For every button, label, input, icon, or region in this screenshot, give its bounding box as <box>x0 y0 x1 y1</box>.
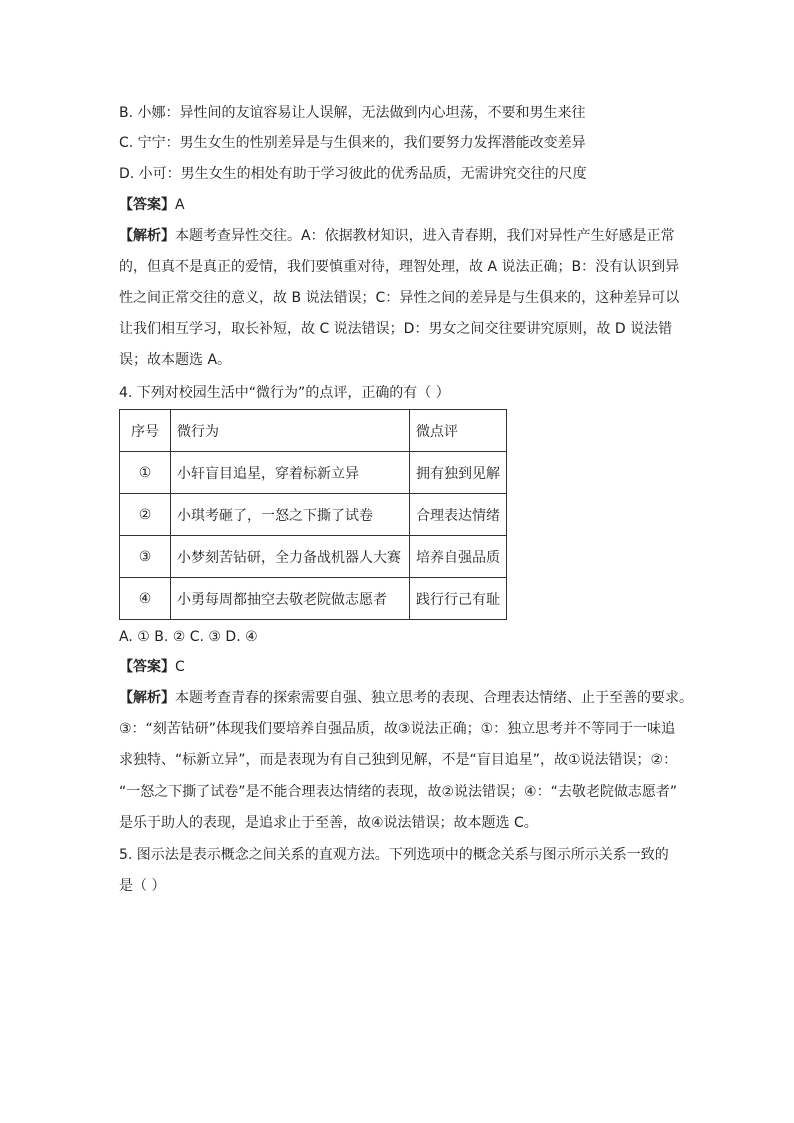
q3-option-b: B. 小娜：异性间的友谊容易让人误解，无法做到内心坦荡，不要和男生来往 <box>119 105 586 121</box>
row-behavior: 小梦刻苦钻研，全力备战机器人大赛 <box>171 536 410 578</box>
q4-analysis-line-5: 是乐于助人的表现，是追求止于至善，故④说法错误；故本题选 C。 <box>119 815 538 831</box>
row-behavior: 小勇每周都抽空去敬老院做志愿者 <box>171 578 410 620</box>
header-index: 序号 <box>120 410 171 452</box>
row-index: ① <box>120 452 171 494</box>
row-comment: 拥有独到见解 <box>410 452 507 494</box>
table-header-row <box>120 410 507 452</box>
q3-option-c: C. 宁宁：男生女生的性别差异是与生俱来的，我们要努力发挥潜能改变差异 <box>119 135 586 151</box>
analysis-label: 【解析】 <box>119 690 175 706</box>
row-comment: 践行行己有耻 <box>410 578 507 620</box>
answer-value: A <box>175 197 185 213</box>
table-row <box>120 536 507 578</box>
q3-answer <box>119 195 185 215</box>
analysis-text: 本题考查异性交往。A：依据教材知识，进入青春期，我们对异性产生好感是正常 <box>175 228 675 244</box>
q3-analysis-line-4: 让我们相互学习，取长补短，故 C 说法错误；D：男女之间交往要讲究原则，故 D 说法错 <box>119 321 673 337</box>
row-index: ③ <box>120 536 171 578</box>
table-row <box>120 578 507 620</box>
q4-analysis-line-3: 求独特、“标新立异”，而是表现为有自己独到见解，不是“盲目追星”，故①说法错误；②： <box>119 752 678 768</box>
q5-stem-line-2: 是（ ） <box>119 878 166 894</box>
q3-analysis-line-1 <box>119 226 675 246</box>
row-behavior: 小琪考砸了，一怒之下撕了试卷 <box>171 494 410 536</box>
q4-choices: A. ① B. ② C. ③ D. ④ <box>119 629 258 645</box>
q4-analysis-line-4: “一怒之下撕了试卷”是不能合理表达情绪的表现，故②说法错误；④：“去敬老院做志愿者” <box>119 784 678 800</box>
answer-label: 【答案】 <box>119 197 175 213</box>
header-comment: 微点评 <box>410 410 507 452</box>
table-row <box>120 494 507 536</box>
q4-table <box>119 409 507 620</box>
q3-option-d: D. 小可：男生女生的相处有助于学习彼此的优秀品质，无需讲究交往的尺度 <box>119 166 587 182</box>
q3-analysis-line-2: 的，但真不是真正的爱情，我们要慎重对待，理智处理，故 A 说法正确；B：没有认识到异 <box>119 259 680 275</box>
header-behavior: 微行为 <box>171 410 410 452</box>
analysis-label: 【解析】 <box>119 228 175 244</box>
q4-stem: 4. 下列对校园生活中“微行为”的点评，正确的有（ ） <box>119 385 450 401</box>
row-index: ④ <box>120 578 171 620</box>
answer-label: 【答案】 <box>119 659 175 675</box>
row-comment: 培养自强品质 <box>410 536 507 578</box>
q4-analysis-line-2: ③：“刻苦钻研”体现我们要培养自强品质，故③说法正确；①：独立思考并不等同于一味追 <box>119 721 676 737</box>
analysis-text: 本题考查青春的探索需要自强、独立思考的表现、合理表达情绪、止于至善的要求。 <box>175 690 693 706</box>
q3-analysis-line-5: 误；故本题选 A。 <box>119 352 232 368</box>
q4-answer <box>119 657 185 677</box>
q4-analysis-line-1 <box>119 688 693 708</box>
row-comment: 合理表达情绪 <box>410 494 507 536</box>
row-index: ② <box>120 494 171 536</box>
answer-value: C <box>175 659 185 675</box>
q3-analysis-line-3: 性之间正常交往的意义，故 B 说法错误；C：异性之间的差异是与生俱来的，这种差异可以 <box>119 290 680 306</box>
table-row <box>120 452 507 494</box>
q5-stem-line-1: 5. 图示法是表示概念之间关系的直观方法。下列选项中的概念关系与图示所示关系一致的 <box>119 847 669 863</box>
row-behavior: 小轩盲目追星，穿着标新立异 <box>171 452 410 494</box>
